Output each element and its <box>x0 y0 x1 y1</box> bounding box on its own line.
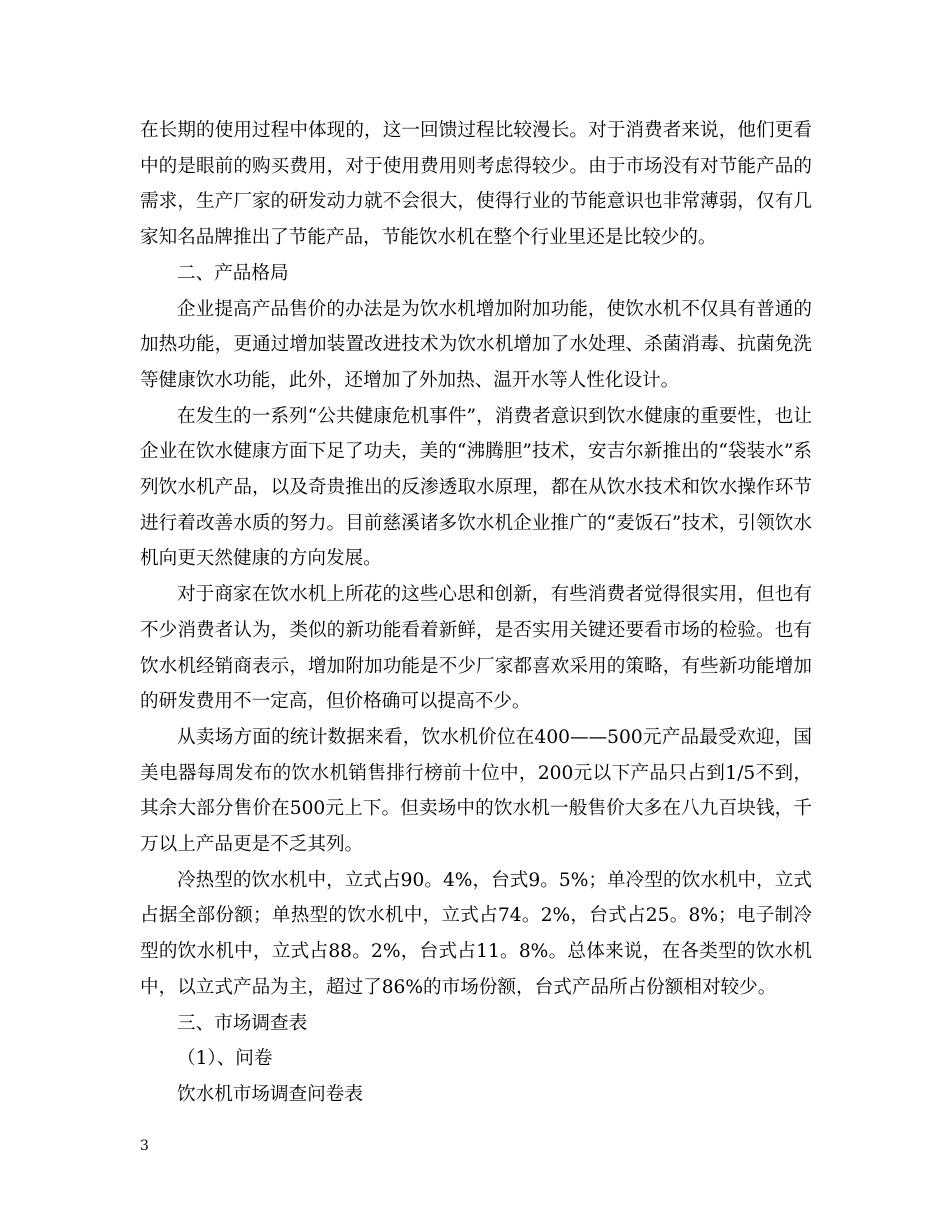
body-text <box>140 113 812 1113</box>
heading-market-survey: 三、市场调查表 <box>177 1012 308 1034</box>
paragraph-energy-saving-continuation: 在长期的使用过程中体现的，这一回馈过程比较漫长。对于消费者来说，他们更看中的是眼前的购买费用，对于使用费用则考虑得较少。由于市场没有对节能产品的需求，生产厂家的研发动力就不会很大，使得行业的节能意识也非常薄弱，仅有几家知名品牌推出了节能产品，节能饮水机在整个行业里还是比较少的。 <box>140 120 812 249</box>
paragraph-added-functions: 企业提高产品售价的办法是为饮水机增加附加功能，使饮水机不仅具有普通的加热功能，更通过增加装置改进技术为饮水机增加了水处理、杀菌消毒、抗菌免洗等健康饮水功能，此外，还增加了外加热、温开水等人性化设计。 <box>140 298 812 391</box>
paragraph-market-share: 冷热型的饮水机中，立式占90。4%，台式9。5%；单冷型的饮水机中，立式占据全部份额；单热型的饮水机中，立式占74。2%，台式占25。8%；电子制冷型的饮水机中，立式占88。2%，台式占11。8%。总体来说，在各类型的饮水机中，以立式产品为主，超过了86%的市场份额，台式产品所占份额相对较少。 <box>140 869 812 998</box>
heading-product-landscape: 二、产品格局 <box>177 262 289 284</box>
paragraph-health-technologies: 在发生的一系列“公共健康危机事件”，消费者意识到饮水健康的重要性，也让企业在饮水健康方面下足了功夫，美的“沸腾胆”技术，安吉尔新推出的“袋装水”系列饮水机产品，以及奇贵推出的反渗透取水原理，都在从饮水技术和饮水操作环节进行着改善水质的努力。目前慈溪诸多饮水机企业推广的“麦饭石”技术，引领饮水机向更天然健康的方向发展。 <box>140 405 812 570</box>
subheading-questionnaire: （1）、问卷 <box>177 1048 273 1070</box>
questionnaire-title: 饮水机市场调查问卷表 <box>177 1083 363 1105</box>
page-number: 3 <box>140 1138 149 1154</box>
paragraph-consumer-opinions: 对于商家在饮水机上所花的这些心思和创新，有些消费者觉得很实用，但也有不少消费者认为，类似的新功能看着新鲜，是否实用关键还要看市场的检验。也有饮水机经销商表示，增加附加功能是不少厂家都喜欢采用的策略，有些新功能增加的研发费用不一定高，但价格确可以提高不少。 <box>140 584 812 713</box>
paragraph-price-statistics: 从卖场方面的统计数据来看，饮水机价位在400——500元产品最受欢迎，国美电器每周发布的饮水机销售排行榜前十位中，200元以下产品只占到1/5不到，其余大部分售价在500元上下。但卖场中的饮水机一般售价大多在八九百块钱，千万以上产品更是不乏其列。 <box>140 726 812 856</box>
